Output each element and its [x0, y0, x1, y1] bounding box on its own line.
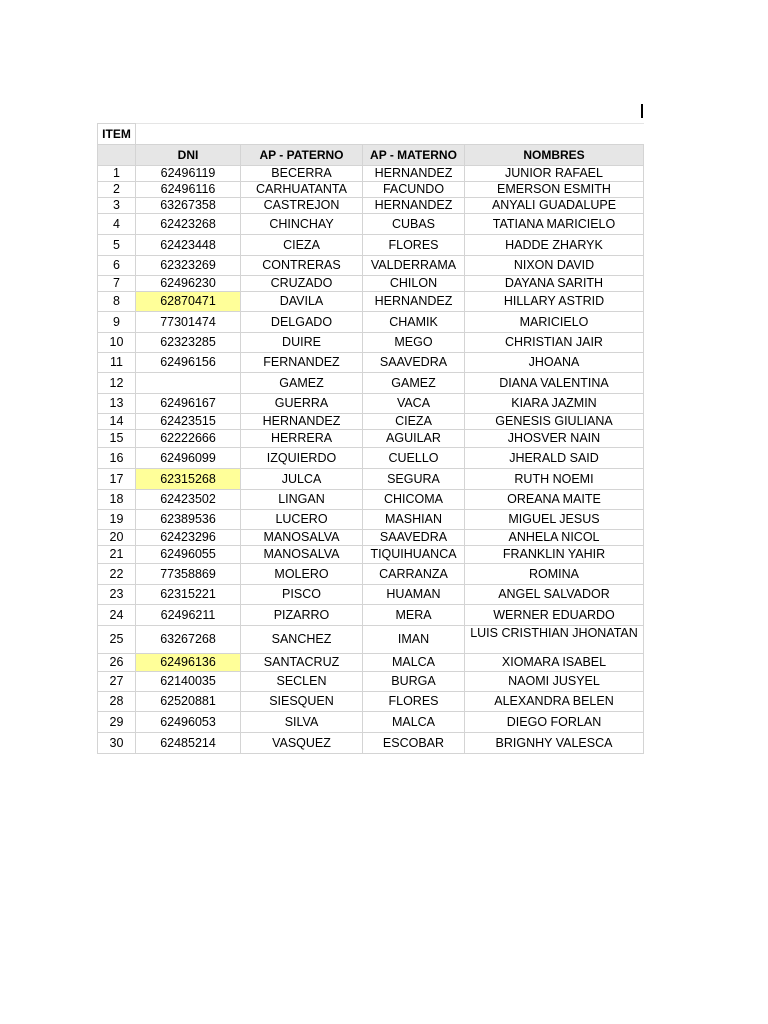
materno-cell: FLORES	[363, 235, 465, 256]
nombres-cell: XIOMARA ISABEL	[465, 654, 644, 672]
item-cell: 16	[98, 448, 136, 469]
materno-cell: AGUILAR	[363, 430, 465, 448]
nombres-cell: WERNER EDUARDO	[465, 605, 644, 626]
paterno-cell: PIZARRO	[241, 605, 363, 626]
nombres-cell: OREANA MAITE	[465, 490, 644, 510]
item-cell: 15	[98, 430, 136, 448]
nombres-column-header: NOMBRES	[465, 145, 644, 166]
nombres-cell: HADDE ZHARYK	[465, 235, 644, 256]
materno-cell: SAAVEDRA	[363, 353, 465, 373]
paterno-cell: VASQUEZ	[241, 733, 363, 754]
table-row	[98, 564, 644, 585]
nombres-cell: HILLARY ASTRID	[465, 292, 644, 312]
paterno-cell: CASTREJON	[241, 198, 363, 214]
table-row	[98, 530, 644, 546]
table-row	[98, 605, 644, 626]
dni-cell: 62222666	[136, 430, 241, 448]
item-cell: 8	[98, 292, 136, 312]
table-row	[98, 276, 644, 292]
paterno-cell: GUERRA	[241, 394, 363, 414]
nombres-cell: ANHELA NICOL	[465, 530, 644, 546]
table-row	[98, 166, 644, 182]
table-row	[98, 235, 644, 256]
item-cell: 18	[98, 490, 136, 510]
materno-cell: MERA	[363, 605, 465, 626]
item-cell: 4	[98, 214, 136, 235]
nombres-cell: LUIS CRISTHIAN JHONATAN	[465, 626, 644, 654]
nombres-cell: ANYALI GUADALUPE	[465, 198, 644, 214]
materno-cell: HERNANDEZ	[363, 292, 465, 312]
materno-column-header: AP - MATERNO	[363, 145, 465, 166]
dni-cell: 62423268	[136, 214, 241, 235]
paterno-cell: BECERRA	[241, 166, 363, 182]
dni-cell: 62315268	[136, 469, 241, 490]
item-cell: 21	[98, 546, 136, 564]
item-cell: 30	[98, 733, 136, 754]
dni-cell: 62323285	[136, 333, 241, 353]
paterno-cell: SILVA	[241, 712, 363, 733]
paterno-cell: DAVILA	[241, 292, 363, 312]
dni-column-header: DNI	[136, 145, 241, 166]
dni-cell: 62485214	[136, 733, 241, 754]
nombres-cell: EMERSON ESMITH	[465, 182, 644, 198]
paterno-cell: SIESQUEN	[241, 692, 363, 712]
paterno-cell: MANOSALVA	[241, 546, 363, 564]
item-cell: 29	[98, 712, 136, 733]
materno-cell: MALCA	[363, 712, 465, 733]
table-row	[98, 312, 644, 333]
table-row	[98, 733, 644, 754]
paterno-cell: LINGAN	[241, 490, 363, 510]
materno-cell: VALDERRAMA	[363, 256, 465, 276]
dni-cell: 62423296	[136, 530, 241, 546]
item-cell: 26	[98, 654, 136, 672]
dni-cell: 62496099	[136, 448, 241, 469]
dni-cell: 62496055	[136, 546, 241, 564]
dni-cell: 62496136	[136, 654, 241, 672]
paterno-cell: FERNANDEZ	[241, 353, 363, 373]
paterno-cell: GAMEZ	[241, 373, 363, 394]
item-header-label: ITEM	[98, 124, 136, 145]
item-cell: 10	[98, 333, 136, 353]
table-row	[98, 712, 644, 733]
paterno-cell: CHINCHAY	[241, 214, 363, 235]
dni-cell: 62423448	[136, 235, 241, 256]
item-cell: 19	[98, 510, 136, 530]
dni-cell: 62870471	[136, 292, 241, 312]
paterno-cell: JULCA	[241, 469, 363, 490]
materno-cell: CUELLO	[363, 448, 465, 469]
dni-cell: 62323269	[136, 256, 241, 276]
nombres-cell: JHOSVER NAIN	[465, 430, 644, 448]
nombres-cell: JUNIOR RAFAEL	[465, 166, 644, 182]
paterno-cell: HERRERA	[241, 430, 363, 448]
item-cell: 12	[98, 373, 136, 394]
materno-cell: CUBAS	[363, 214, 465, 235]
item-cell: 7	[98, 276, 136, 292]
paterno-cell: MOLERO	[241, 564, 363, 585]
nombres-cell: FRANKLIN YAHIR	[465, 546, 644, 564]
dni-cell: 77301474	[136, 312, 241, 333]
table-row	[98, 469, 644, 490]
nombres-cell: ROMINA	[465, 564, 644, 585]
paterno-cell: CONTRERAS	[241, 256, 363, 276]
nombres-cell: KIARA JAZMIN	[465, 394, 644, 414]
materno-cell: HUAMAN	[363, 585, 465, 605]
materno-cell: VACA	[363, 394, 465, 414]
item-cell: 14	[98, 414, 136, 430]
paterno-cell: MANOSALVA	[241, 530, 363, 546]
paterno-cell: DUIRE	[241, 333, 363, 353]
materno-cell: CHICOMA	[363, 490, 465, 510]
table-row	[98, 292, 644, 312]
paterno-cell: SANCHEZ	[241, 626, 363, 654]
paterno-cell: HERNANDEZ	[241, 414, 363, 430]
item-cell: 9	[98, 312, 136, 333]
item-cell: 11	[98, 353, 136, 373]
item-cell: 25	[98, 626, 136, 654]
item-cell: 27	[98, 672, 136, 692]
materno-cell: CARRANZA	[363, 564, 465, 585]
paterno-cell: CIEZA	[241, 235, 363, 256]
table-row	[98, 510, 644, 530]
paterno-cell: DELGADO	[241, 312, 363, 333]
nombres-cell: MIGUEL JESUS	[465, 510, 644, 530]
dni-cell: 62315221	[136, 585, 241, 605]
nombres-cell: DAYANA SARITH	[465, 276, 644, 292]
paterno-cell: IZQUIERDO	[241, 448, 363, 469]
item-cell: 3	[98, 198, 136, 214]
student-roster-table	[97, 123, 644, 754]
nombres-cell: JHERALD SAID	[465, 448, 644, 469]
table-row	[98, 672, 644, 692]
table-row	[98, 448, 644, 469]
table-row	[98, 214, 644, 235]
nombres-cell: DIEGO FORLAN	[465, 712, 644, 733]
nombres-cell: MARICIELO	[465, 312, 644, 333]
item-cell: 22	[98, 564, 136, 585]
dni-cell: 62496211	[136, 605, 241, 626]
table-row	[98, 256, 644, 276]
table-row	[98, 373, 644, 394]
table-row	[98, 394, 644, 414]
table-row	[98, 692, 644, 712]
nombres-cell: GENESIS GIULIANA	[465, 414, 644, 430]
nombres-cell: BRIGNHY VALESCA	[465, 733, 644, 754]
item-cell: 2	[98, 182, 136, 198]
dni-cell: 62423515	[136, 414, 241, 430]
paterno-cell: PISCO	[241, 585, 363, 605]
materno-cell: GAMEZ	[363, 373, 465, 394]
table-row	[98, 430, 644, 448]
dni-cell: 62520881	[136, 692, 241, 712]
materno-cell: HERNANDEZ	[363, 198, 465, 214]
dni-cell	[136, 373, 241, 394]
table-row	[98, 490, 644, 510]
table-row	[98, 654, 644, 672]
table-row	[98, 414, 644, 430]
item-cell: 13	[98, 394, 136, 414]
nombres-cell: ALEXANDRA BELEN	[465, 692, 644, 712]
dni-cell: 62496167	[136, 394, 241, 414]
materno-cell: CIEZA	[363, 414, 465, 430]
item-cell: 6	[98, 256, 136, 276]
dni-cell: 62140035	[136, 672, 241, 692]
dni-cell: 63267358	[136, 198, 241, 214]
item-header-row	[98, 124, 644, 145]
materno-cell: SEGURA	[363, 469, 465, 490]
materno-cell: MASHIAN	[363, 510, 465, 530]
materno-cell: SAAVEDRA	[363, 530, 465, 546]
materno-cell: TIQUIHUANCA	[363, 546, 465, 564]
table-row	[98, 585, 644, 605]
column-header-row	[98, 145, 644, 166]
materno-cell: CHILON	[363, 276, 465, 292]
nombres-cell: CHRISTIAN JAIR	[465, 333, 644, 353]
item-cell: 23	[98, 585, 136, 605]
table-row	[98, 626, 644, 654]
paterno-cell: SANTACRUZ	[241, 654, 363, 672]
table-row	[98, 198, 644, 214]
materno-cell: HERNANDEZ	[363, 166, 465, 182]
item-cell: 1	[98, 166, 136, 182]
nombres-cell: DIANA VALENTINA	[465, 373, 644, 394]
materno-cell: BURGA	[363, 672, 465, 692]
materno-cell: ESCOBAR	[363, 733, 465, 754]
nombres-cell: NAOMI JUSYEL	[465, 672, 644, 692]
paterno-cell: CRUZADO	[241, 276, 363, 292]
dni-cell: 62496116	[136, 182, 241, 198]
paterno-cell: LUCERO	[241, 510, 363, 530]
materno-cell: MALCA	[363, 654, 465, 672]
table-row	[98, 546, 644, 564]
table-row	[98, 333, 644, 353]
item-column-header	[98, 145, 136, 166]
materno-cell: MEGO	[363, 333, 465, 353]
materno-cell: IMAN	[363, 626, 465, 654]
nombres-cell: ANGEL SALVADOR	[465, 585, 644, 605]
item-cell: 20	[98, 530, 136, 546]
item-cell: 28	[98, 692, 136, 712]
dni-cell: 77358869	[136, 564, 241, 585]
dni-cell: 62423502	[136, 490, 241, 510]
nombres-cell: RUTH NOEMI	[465, 469, 644, 490]
dni-cell: 63267268	[136, 626, 241, 654]
materno-cell: FLORES	[363, 692, 465, 712]
dni-cell: 62389536	[136, 510, 241, 530]
nombres-cell: TATIANA MARICIELO	[465, 214, 644, 235]
paterno-column-header: AP - PATERNO	[241, 145, 363, 166]
table-row	[98, 182, 644, 198]
materno-cell: FACUNDO	[363, 182, 465, 198]
item-cell: 24	[98, 605, 136, 626]
dni-cell: 62496119	[136, 166, 241, 182]
table-row	[98, 353, 644, 373]
dni-cell: 62496230	[136, 276, 241, 292]
item-cell: 17	[98, 469, 136, 490]
text-cursor	[641, 104, 643, 118]
item-header-blank	[136, 124, 644, 145]
item-cell: 5	[98, 235, 136, 256]
materno-cell: CHAMIK	[363, 312, 465, 333]
nombres-cell: JHOANA	[465, 353, 644, 373]
nombres-cell: NIXON DAVID	[465, 256, 644, 276]
dni-cell: 62496156	[136, 353, 241, 373]
dni-cell: 62496053	[136, 712, 241, 733]
paterno-cell: CARHUATANTA	[241, 182, 363, 198]
paterno-cell: SECLEN	[241, 672, 363, 692]
